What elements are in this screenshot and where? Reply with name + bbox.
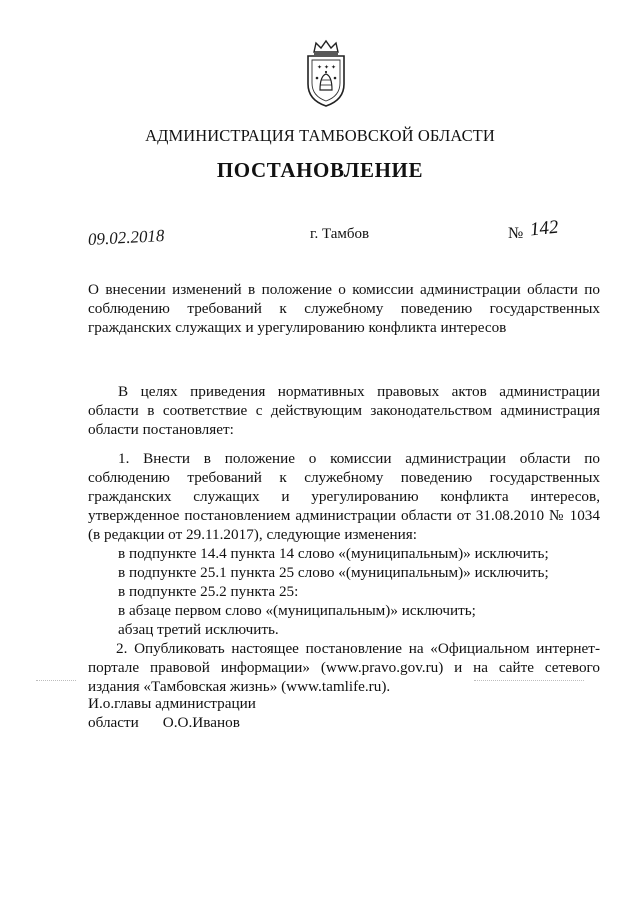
subject-line: гражданских служащих и урегулированию конфликта интересов [88, 319, 507, 336]
item2-line: 2. Опубликовать настоящее постановление на «Официальном интернет- [116, 640, 600, 657]
preamble-line: области постановляет: [88, 421, 234, 438]
change-item: в подпункте 25.2 пункта 25: [118, 583, 299, 600]
document-date: 09.02.2018 [87, 226, 165, 249]
svg-text:✦: ✦ [324, 64, 330, 71]
item1-line: 1. Внести в положение о комиссии администрации области по [118, 450, 600, 467]
item1-line: утвержденное постановлением администрации области от 31.08.2010 № 1034 [88, 507, 600, 524]
document-type-title: ПОСТАНОВЛЕНИЕ [216, 158, 424, 182]
signatory-position-cont: области [88, 714, 139, 731]
subject-line: О внесении изменений в положение о комиссии администрации области по [88, 281, 600, 298]
change-item: в подпункте 14.4 пункта 14 слово «(муниципальным)» исключить; [118, 545, 549, 562]
subject-line: соблюдению требований к служебному поведению государственных [88, 300, 600, 317]
document-body [88, 382, 600, 696]
signature-block [88, 694, 256, 732]
preamble-line: В целях приведения нормативных правовых актов администрации [118, 383, 600, 400]
change-item: абзац третий исключить. [118, 621, 279, 638]
document-subject [88, 280, 600, 337]
svg-text:✦: ✦ [331, 64, 337, 71]
document-city: г. Тамбов [310, 226, 370, 242]
svg-text:✦: ✦ [317, 64, 323, 71]
document-number: 142 [528, 216, 560, 241]
organization-title: АДМИНИСТРАЦИЯ ТАМБОВСКОЙ ОБЛАСТИ [145, 126, 495, 145]
item2-line: издания «Тамбовская жизнь» (www.tamlife.ru). [88, 678, 391, 695]
item1-line: гражданских служащих и урегулированию конфликта интересов, [88, 488, 600, 505]
change-item: в абзаце первом слово «(муниципальным)» исключить; [118, 602, 476, 619]
preamble-line: области в соответствие с действующим законодательством администрация [88, 402, 600, 419]
document-number-label: № [508, 225, 524, 242]
item1-line: соблюдению требований к служебному поведению государственных [88, 469, 600, 486]
paragraph-gap [88, 439, 600, 449]
change-item: в подпункте 25.1 пункта 25 слово «(муниципальным)» исключить; [118, 564, 549, 581]
signatory-name: О.О.Иванов [162, 714, 240, 731]
signatory-line [88, 713, 256, 732]
scan-artifact-dots [474, 680, 584, 682]
item1-line: (в редакции от 29.11.2017), следующие изменения: [88, 526, 417, 543]
scan-artifact-dots [36, 680, 76, 682]
tambov-coat-of-arms-icon [300, 38, 352, 108]
item2-line: портале правовой информации» (www.pravo.gov.ru) и на сайте сетевого [88, 659, 600, 676]
signatory-position: И.о.главы администрации [88, 695, 256, 712]
